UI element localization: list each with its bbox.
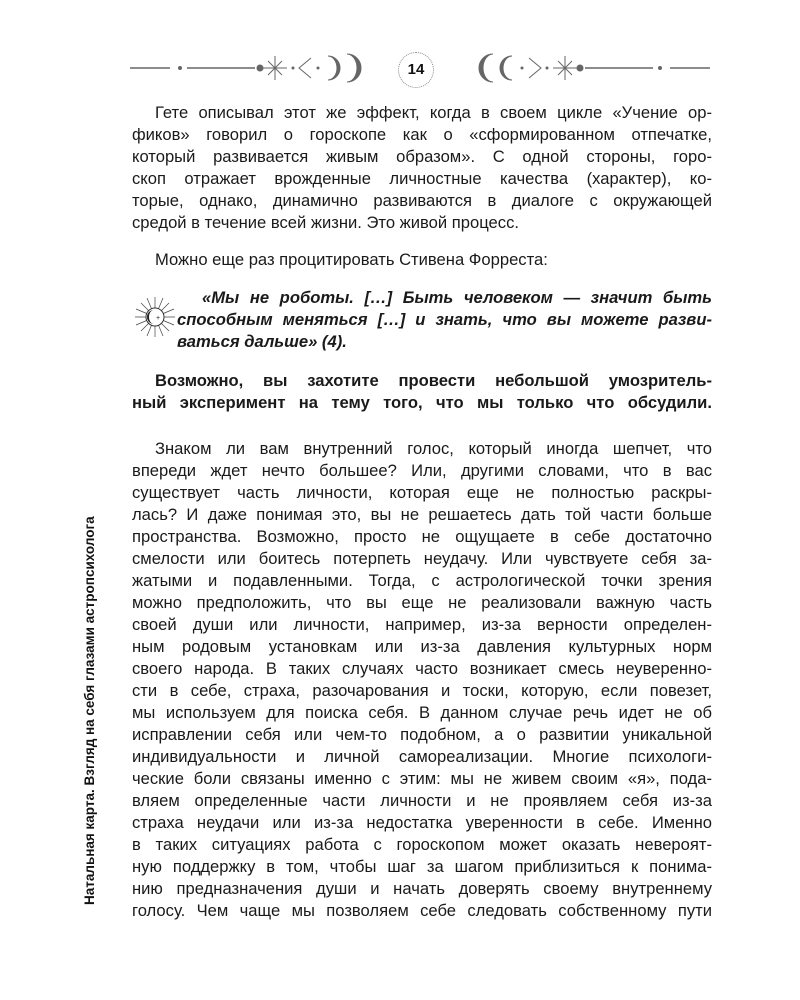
text-line: впереди ждет нечто большее? Или, другими словами, что в вас xyxy=(132,461,712,480)
text-line: Возможно, вы захотите провести небольшой умозритель- xyxy=(155,371,712,390)
text-line: исправлении себя или чем-то подобном, а о развитии уникальной xyxy=(132,725,712,744)
text-line: ный эксперимент на тему того, что мы только что обсудили. xyxy=(132,393,712,412)
quote-line: ваться дальше» (4). xyxy=(177,332,347,351)
text-line: в таких ситуациях работа с гороскопом может оказать невероят- xyxy=(132,835,712,854)
text-line: скоп отражает врожденные личностные качества (характер), ко- xyxy=(132,169,712,188)
text-line: мы используем для поиска себя. В данном случае речь идет не об xyxy=(132,703,712,722)
text-line: пространства. Возможно, просто не ощущаете в себе достаточно xyxy=(132,527,712,546)
quote-block xyxy=(132,287,712,353)
text-line: ческие боли связаны именно с этим: мы не живем своим «я», пода- xyxy=(132,769,712,788)
text-line: Можно еще раз процитировать Стивена Форреста: xyxy=(155,250,548,269)
text-line: нию предназначения души и начать доверять своему внутреннему xyxy=(132,879,712,898)
text-line: своей души или личности, например, из-за верности определен- xyxy=(132,615,712,634)
svg-text:+: + xyxy=(156,315,161,322)
text-line: своего народа. В таких случаях часто возникает смесь неуверенно- xyxy=(132,659,712,678)
text-line: голосу. Чем чаще мы позволяем себе следовать собственному пути xyxy=(132,901,712,920)
text-line: можно предположить, что вы еще не реализовали важную часть xyxy=(132,593,712,612)
text-line: Знаком ли вам внутренний голос, который иногда шепчет, что xyxy=(155,439,712,458)
text-line: вляем определенные части личности и не проявляем себя из-за xyxy=(132,791,712,810)
text-line: средой в течение всей жизни. Это живой процесс. xyxy=(132,213,519,232)
text-line: торые, однако, динамично развиваются в диалоге с окружающей xyxy=(132,191,712,210)
text-line: фиков» говорил о гороскопе как о «сформированном отпечатке, xyxy=(132,125,712,144)
text-line: страха неудачи или из-за недостатка уверенности в себе. Именно xyxy=(132,813,712,832)
quote-line: «Мы не роботы. […] Быть человеком — значит быть xyxy=(202,288,712,307)
text-line: сти в себе, страха, разочарования и тоски, которую, если повезет, xyxy=(132,681,712,700)
quote-line: способным меняться […] и знать, что вы можете разви- xyxy=(177,310,712,329)
paragraph-2 xyxy=(132,249,712,271)
book-title-running-head: Натальная карта. Взгляд на себя глазами астропсихолога xyxy=(82,516,97,905)
text-line: который развивается живым образом». С одной стороны, горо- xyxy=(132,147,712,166)
bold-paragraph xyxy=(132,370,712,414)
text-line: индивидуальности и личной самореализации. Многие психологи- xyxy=(132,747,712,766)
text-line: ную поддержку в том, чтобы шаг за шагом приблизиться к понима- xyxy=(132,857,712,876)
paragraph-1 xyxy=(132,102,712,234)
paragraph-3 xyxy=(132,438,712,922)
text-line: жатыми и подавленными. Тогда, с астрологической точки зрения xyxy=(132,571,712,590)
text-line: смелости или боитесь потерпеть неудачу. Или чувствуете себя за- xyxy=(132,549,712,568)
text-line: ным родовым установкам или из-за давления культурных норм xyxy=(132,637,712,656)
text-line: существует часть личности, которая еще не полностью раскры- xyxy=(132,483,712,502)
text-line: лась? И даже понимая это, вы не решаетесь дать той части больше xyxy=(132,505,712,524)
text-line: Гете описывал этот же эффект, когда в своем цикле «Учение ор- xyxy=(155,103,712,122)
page-number: 14 xyxy=(398,52,434,88)
